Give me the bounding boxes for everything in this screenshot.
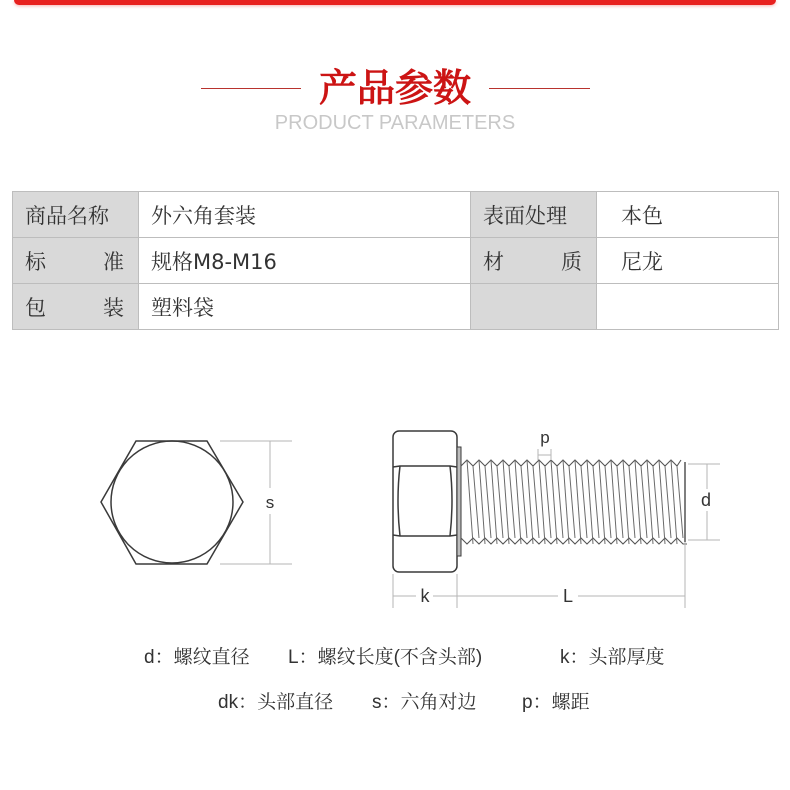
legend-desc: 头部厚度 <box>588 647 665 668</box>
legend-key: k <box>560 647 570 668</box>
legend-sep: ： <box>381 692 401 713</box>
legend-item-s <box>372 687 477 714</box>
section-title: 产品参数 <box>318 66 471 110</box>
section-header <box>0 62 790 112</box>
param-value-empty <box>597 284 779 330</box>
legend-key: d <box>144 647 155 668</box>
value-text: 规格M8-M16 <box>151 249 277 274</box>
label-text: 表面处理 <box>483 203 567 228</box>
legend-item-L <box>288 642 482 669</box>
label-text: 材 <box>483 249 504 274</box>
bolt-head <box>393 431 461 572</box>
label-text: 包 <box>25 295 46 320</box>
p-dimension <box>538 449 551 460</box>
L-label: L <box>562 586 574 606</box>
legend-item-d <box>144 642 250 669</box>
table-row <box>13 192 779 238</box>
param-value <box>597 238 779 284</box>
param-label <box>13 192 139 238</box>
label-text: 商品名称 <box>25 203 109 228</box>
param-value <box>139 284 471 330</box>
param-value <box>597 192 779 238</box>
legend-desc: 螺纹直径 <box>173 647 250 668</box>
k-label: k <box>420 586 430 606</box>
bolt-dimension-diagram <box>0 400 790 630</box>
label-text: 装 <box>103 295 124 320</box>
legend-desc: 螺距 <box>551 692 590 713</box>
legend-key: dk <box>218 692 239 713</box>
param-label <box>13 284 139 330</box>
d-label: d <box>700 490 712 510</box>
legend-desc: 六角对边 <box>400 692 477 713</box>
legend-sep: ： <box>238 692 258 713</box>
param-label-empty <box>471 284 597 330</box>
label-text: 标 <box>25 249 46 274</box>
label-text: 质 <box>561 249 582 274</box>
param-label <box>13 238 139 284</box>
value-text: 塑料袋 <box>151 295 214 320</box>
param-value <box>139 192 471 238</box>
p-label: p <box>540 428 550 447</box>
value-text: 本色 <box>621 203 663 228</box>
legend-key: p <box>522 692 533 713</box>
legend-desc: 头部直径 <box>257 692 334 713</box>
parameters-table <box>12 191 779 330</box>
title-divider-left <box>201 88 301 89</box>
title-divider-right <box>489 88 590 89</box>
legend-sep: ： <box>532 692 552 713</box>
legend-item-dk <box>218 687 333 714</box>
table-row <box>13 284 779 330</box>
label-text: 准 <box>103 249 124 274</box>
s-label: s <box>265 493 275 512</box>
bolt-threads <box>461 460 687 544</box>
section-subtitle: PRODUCT PARAMETERS <box>274 112 516 134</box>
legend-desc: 螺纹长度(不含头部) <box>317 647 483 668</box>
s-dimension <box>220 441 292 564</box>
k-L-dimensions <box>393 542 685 608</box>
param-label <box>471 238 597 284</box>
legend-sep: ： <box>569 647 589 668</box>
table-row <box>13 238 779 284</box>
value-text: 尼龙 <box>621 249 663 274</box>
legend-sep: ： <box>154 647 174 668</box>
top-accent-bar <box>14 0 776 5</box>
param-value <box>139 238 471 284</box>
value-text: 外六角套装 <box>151 203 256 228</box>
hex-top-view <box>101 441 243 564</box>
legend-key: L <box>288 647 299 668</box>
param-label <box>471 192 597 238</box>
legend-item-k <box>560 642 665 669</box>
legend-item-p <box>522 687 590 714</box>
legend-sep: ： <box>298 647 318 668</box>
legend-key: s <box>372 692 382 713</box>
